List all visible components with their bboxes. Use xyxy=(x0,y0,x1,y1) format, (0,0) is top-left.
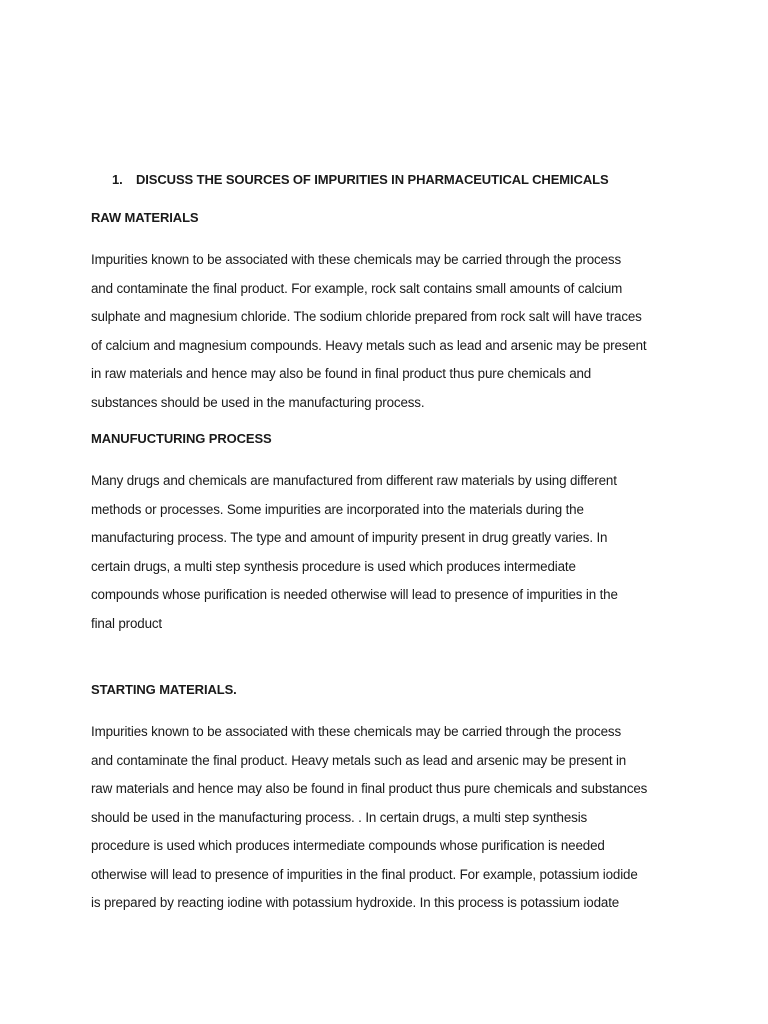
question-number: 1. xyxy=(112,172,123,187)
text-line: should be used in the manufacturing process. . In certain drugs, a multi step synthesis xyxy=(91,809,588,825)
text-line: Impurities known to be associated with these chemicals may be carried through the process xyxy=(91,252,621,267)
text-line: substances should be used in the manufacturing process. xyxy=(91,394,425,410)
question-heading xyxy=(112,170,681,190)
paragraph-manufacturing-process xyxy=(91,467,681,638)
text-line: methods or processes. Some impurities are incorporated into the materials during the xyxy=(91,501,584,517)
text-line: of calcium and magnesium compounds. Heavy metals such as lead and arsenic may be present xyxy=(91,337,647,353)
text-line: and contaminate the final product. Heavy metals such as lead and arsenic may be present in xyxy=(91,752,627,768)
text-line: manufacturing process. The type and amount of impurity present in drug greatly varies. In xyxy=(91,530,608,545)
text-line: and contaminate the final product. For example, rock salt contains small amounts of calcium xyxy=(91,280,623,296)
text-line: otherwise will lead to presence of impurities in the final product. For example, potassium iodide xyxy=(91,866,638,882)
section-heading-raw-materials: RAW MATERIALS xyxy=(91,210,199,225)
text-line: Many drugs and chemicals are manufactured from different raw materials by using different xyxy=(91,473,617,488)
text-line: is prepared by reacting iodine with potassium hydroxide. In this process is potassium iodate xyxy=(91,895,620,910)
text-line: in raw materials and hence may also be found in final product thus pure chemicals and xyxy=(91,366,592,381)
text-line: sulphate and magnesium chloride. The sodium chloride prepared from rock salt will have traces xyxy=(91,309,642,324)
document-body xyxy=(91,170,681,930)
text-line: compounds whose purification is needed otherwise will lead to presence of impurities in the xyxy=(91,587,618,602)
paragraph-raw-materials xyxy=(91,246,681,417)
paragraph-starting-materials xyxy=(91,718,681,918)
question-text: DISCUSS THE SOURCES OF IMPURITIES IN PHARMACEUTICAL CHEMICALS xyxy=(136,172,609,187)
text-line: certain drugs, a multi step synthesis procedure is used which produces intermediate xyxy=(91,558,576,574)
blank-line xyxy=(91,650,681,680)
text-line: final product xyxy=(91,615,162,631)
section-heading-manufacturing-process: MANUFUCTURING PROCESS xyxy=(91,431,272,446)
text-line: raw materials and hence may also be found in final product thus pure chemicals and substances xyxy=(91,781,648,796)
text-line: Impurities known to be associated with these chemicals may be carried through the process xyxy=(91,724,621,739)
section-heading-starting-materials: STARTING MATERIALS. xyxy=(91,682,237,697)
text-line: procedure is used which produces intermediate compounds whose purification is needed xyxy=(91,838,605,853)
